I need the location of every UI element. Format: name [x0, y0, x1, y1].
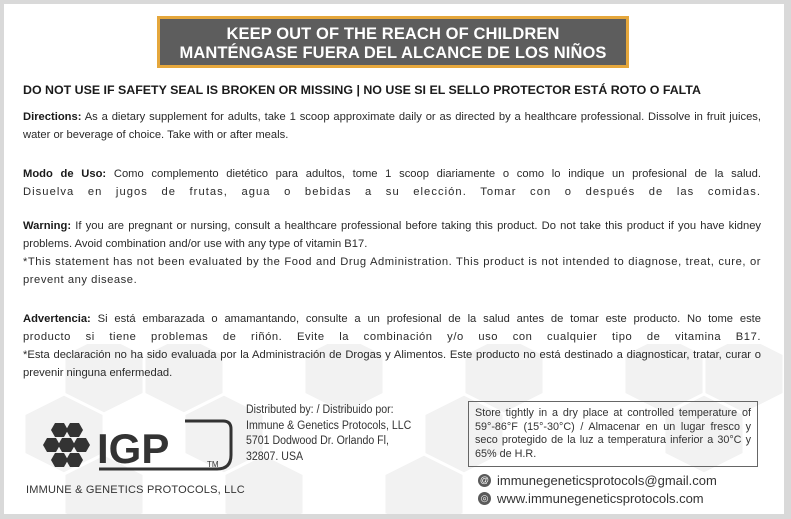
modo-de-uso-label: Modo de Uso: — [23, 168, 107, 180]
advertencia-line2: producto si tiene problemas de riñón. Evite la combinación y/o uso con cualquier tipo de vitamina B17. — [23, 331, 761, 343]
distributor-block — [246, 403, 421, 465]
banner-line-spanish: MANTÉNGASE FUERA DEL ALCANCE DE LOS NIÑOS — [179, 44, 607, 62]
fda-statement-spanish: *Esta declaración no ha sido evaluada por la Administración de Drogas y Alimentos. Este producto no está destinado a diagnosticar, tratar, curar o prevenir ninguna enfermedad. — [23, 349, 761, 379]
website-contact[interactable] — [478, 491, 704, 506]
distributor-zip: 32807. USA — [246, 450, 304, 463]
banner-line-english: KEEP OUT OF THE REACH OF CHILDREN — [226, 25, 560, 43]
igp-logo — [39, 419, 239, 481]
website-text[interactable]: www.immunegeneticsprotocols.com — [497, 491, 704, 506]
safety-seal-warning: DO NOT USE IF SAFETY SEAL IS BROKEN OR MISSING | NO USE SI EL SELLO PROTECTOR ESTÁ ROTO O FALTA — [23, 83, 701, 97]
logo-hexagon — [51, 423, 68, 437]
globe-icon: ◎ — [478, 492, 491, 505]
email-text[interactable]: immunegeneticsprotocols@gmail.com — [497, 473, 717, 488]
advertencia-paragraph — [23, 310, 761, 382]
storage-instructions: Store tightly in a dry place at controlled temperature of 59°-86°F (15°-30°C) / Almacenar en un lugar fresco y seco protegido de la luz a temperatura inferior a 30°C y 65% de H.R. — [468, 401, 758, 467]
advertencia-label: Advertencia: — [23, 313, 91, 325]
logo-hexagon — [66, 423, 83, 437]
directions-paragraph — [23, 108, 761, 144]
warning-paragraph — [23, 217, 761, 289]
distributor-heading: Distributed by: / Distribuido por: — [246, 404, 394, 416]
distributor-company: Immune & Genetics Protocols, LLC — [246, 419, 412, 432]
logo-mark-text: IGP — [97, 425, 170, 472]
logo-hexagon — [66, 453, 83, 467]
email-contact[interactable] — [478, 473, 717, 488]
modo-de-uso-line1: Como complemento dietético para adultos, tome 1 scoop diariamente o como lo indique un profesional de la salud. — [113, 168, 761, 180]
logo-hexagon — [58, 438, 75, 452]
modo-de-uso-paragraph — [23, 165, 761, 201]
warning-label: Warning: — [23, 220, 72, 232]
directions-label: Directions: — [23, 111, 82, 123]
logo-hexagon — [51, 453, 68, 467]
company-name: IMMUNE & GENETICS PROTOCOLS, LLC — [26, 484, 245, 496]
logo-hexagon — [73, 438, 90, 452]
directions-text: As a dietary supplement for adults, take 1 scoop approximate daily or as directed by a healthcare professional. Dissolve in fruit juices, water or beverage of choice. Take with or after meals. — [23, 111, 761, 141]
fda-statement-english: *This statement has not been evaluated by the Food and Drug Administration. This product is not intended to diagnose, treat, cure, or prevent any disease. — [23, 256, 761, 286]
label-panel — [4, 4, 784, 514]
logo-trademark: TM — [207, 460, 219, 469]
distributor-street: 5701 Dodwood Dr. Orlando Fl, — [246, 435, 389, 447]
logo-hexagon — [43, 438, 60, 452]
modo-de-uso-line2: Disuelva en jugos de frutas, agua o bebidas a su elección. Tomar con o después de las comidas. — [23, 186, 761, 198]
children-warning-banner — [157, 16, 629, 68]
advertencia-line1: Si está embarazada o amamantando, consulte a un profesional de la salud antes de tomar este producto. No tome este — [97, 313, 762, 325]
warning-text: If you are pregnant or nursing, consult a healthcare professional before taking this product. Do not take this product if you have kidney problems. Avoid combination and/or use with any type of vitamin B17. — [23, 220, 762, 250]
at-icon: @ — [479, 475, 490, 485]
